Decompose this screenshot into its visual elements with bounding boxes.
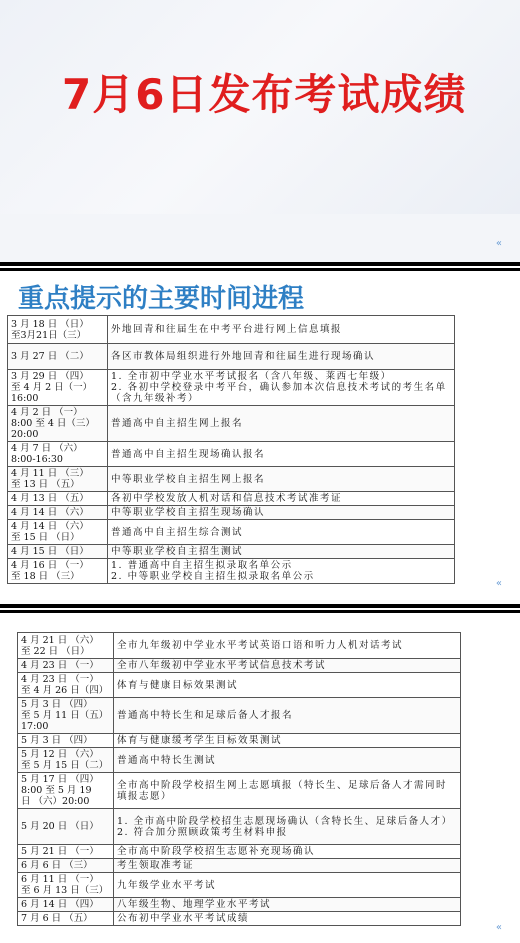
date-cell: 7 月 6 日 （五）: [18, 912, 114, 926]
table-row: [8, 406, 455, 442]
table-row: [8, 492, 455, 506]
event-cell: 普通高中特长生测试: [114, 748, 461, 773]
event-cell: 公布初中学业水平考试成绩: [114, 912, 461, 926]
slide-schedule-part2: [0, 614, 520, 943]
date-cell: 4 月 2 日 （一） 8:00 至 4 日（三） 20:00: [8, 406, 108, 442]
date-cell: 4 月 23 日 （一） 至 4 月 26 日（四）: [18, 673, 114, 698]
event-cell: 各区市教体局组织进行外地回青和往届生进行现场确认: [108, 344, 455, 370]
event-cell: 体育与健康目标效果测试: [114, 673, 461, 698]
date-cell: 6 月 14 日 （四）: [18, 898, 114, 912]
event-cell: 1. 全市高中阶段学校招生志愿现场确认（含特长生、足球后备人才） 2. 符合加分照顾政策考生材料申报: [114, 809, 461, 845]
nav-back-icon[interactable]: «: [495, 922, 502, 933]
event-cell: 1. 普通高中自主招生拟录取名单公示 2. 中等职业学校自主招生拟录取名单公示: [108, 559, 455, 584]
event-cell: 全市九年级初中学业水平考试英语口语和听力人机对话考试: [114, 633, 461, 659]
table-row: [18, 912, 461, 926]
schedule-table-1: [7, 315, 455, 584]
date-cell: 4 月 7 日 （六） 8:00-16:30: [8, 442, 108, 467]
event-cell: 全市高中阶段学校招生网上志愿填报（特长生、足球后备人才需同时填报志愿）: [114, 773, 461, 809]
event-cell: 外地回青和往届生在中考平台进行网上信息填报: [108, 316, 455, 344]
table-row: [8, 467, 455, 492]
event-cell: 全市八年级初中学业水平考试信息技术考试: [114, 659, 461, 673]
date-cell: 4 月 13 日 （五）: [8, 492, 108, 506]
table-row: [18, 809, 461, 845]
date-cell: 4 月 11 日 （三） 至 13 日 （五）: [8, 467, 108, 492]
date-cell: 4 月 21 日 （六） 至 22 日 （日）: [18, 633, 114, 659]
date-cell: 5 月 17 日 （四） 8:00 至 5 月 19 日 （六）20:00: [18, 773, 114, 809]
date-cell: 5 月 20 日 （日）: [18, 809, 114, 845]
event-cell: 普通高中自主招生现场确认报名: [108, 442, 455, 467]
event-cell: 中等职业学校自主招生测试: [108, 545, 455, 559]
event-cell: 中等职业学校自主招生现场确认: [108, 506, 455, 520]
table-row: [18, 873, 461, 898]
date-cell: 3 月 18 日 （日） 至3月21日（三）: [8, 316, 108, 344]
event-cell: 普通高中自主招生网上报名: [108, 406, 455, 442]
event-cell: 八年级生物、地理学业水平考试: [114, 898, 461, 912]
date-cell: 4 月 14 日 （六）: [8, 506, 108, 520]
slide-divider: [0, 262, 520, 266]
date-cell: 4 月 14 日 （六） 至 15 日 （日）: [8, 520, 108, 545]
event-cell: 普通高中自主招生综合测试: [108, 520, 455, 545]
event-cell: 1. 全市初中学业水平考试报名（含八年级、莱西七年级） 2. 各初中学校登录中考平台，确认参加本次信息技术考试的考生名单（含九年级补考）: [108, 370, 455, 406]
table-row: [18, 859, 461, 873]
table-row: [8, 545, 455, 559]
date-cell: 4 月 15 日 （日）: [8, 545, 108, 559]
event-cell: 中等职业学校自主招生网上报名: [108, 467, 455, 492]
table-row: [8, 442, 455, 467]
table-row: [18, 748, 461, 773]
event-cell: 全市高中阶段学校招生志愿补充现场确认: [114, 845, 461, 859]
slide-title-text: 7月6日发布考试成绩: [62, 70, 467, 119]
table-row: [18, 734, 461, 748]
table-row: [18, 633, 461, 659]
table-row: [8, 316, 455, 344]
slide-divider: [0, 604, 520, 608]
slide-divider-line: [0, 268, 520, 271]
schedule-heading: 重点提示的主要时间进程: [18, 284, 305, 314]
slide-footer-band: [0, 214, 520, 262]
nav-back-icon[interactable]: «: [495, 578, 502, 589]
table-row: [18, 845, 461, 859]
table-row: [8, 520, 455, 545]
date-cell: 6 月 6 日 （三）: [18, 859, 114, 873]
table-row: [8, 559, 455, 584]
event-cell: 普通高中特长生和足球后备人才报名: [114, 698, 461, 734]
nav-back-icon[interactable]: «: [495, 238, 502, 249]
event-cell: 体育与健康缓考学生目标效果测试: [114, 734, 461, 748]
date-cell: 4 月 23 日 （一）: [18, 659, 114, 673]
date-cell: 5 月 12 日 （六） 至 5 月 15 日（二）: [18, 748, 114, 773]
date-cell: 3 月 29 日 （四） 至 4 月 2 日（一） 16:00: [8, 370, 108, 406]
table-row: [18, 898, 461, 912]
date-cell: 5 月 3 日 （四） 至 5 月 11 日（五） 17:00: [18, 698, 114, 734]
table-row: [8, 344, 455, 370]
event-cell: 九年级学业水平考试: [114, 873, 461, 898]
slide-title: [0, 0, 520, 262]
table-row: [8, 370, 455, 406]
table-row: [18, 673, 461, 698]
date-cell: 5 月 3 日 （四）: [18, 734, 114, 748]
event-cell: 考生领取准考证: [114, 859, 461, 873]
table-row: [8, 506, 455, 520]
slide-divider-line: [0, 610, 520, 613]
table-row: [18, 659, 461, 673]
date-cell: 5 月 21 日 （一）: [18, 845, 114, 859]
table-row: [18, 698, 461, 734]
slide-schedule-part1: [0, 272, 520, 604]
date-cell: 6 月 11 日 （一） 至 6 月 13 日（三）: [18, 873, 114, 898]
event-cell: 各初中学校发放人机对话和信息技术考试准考证: [108, 492, 455, 506]
date-cell: 4 月 16 日 （一） 至 18 日 （三）: [8, 559, 108, 584]
table-row: [18, 773, 461, 809]
date-cell: 3 月 27 日 （二）: [8, 344, 108, 370]
schedule-table-2: [17, 632, 461, 926]
